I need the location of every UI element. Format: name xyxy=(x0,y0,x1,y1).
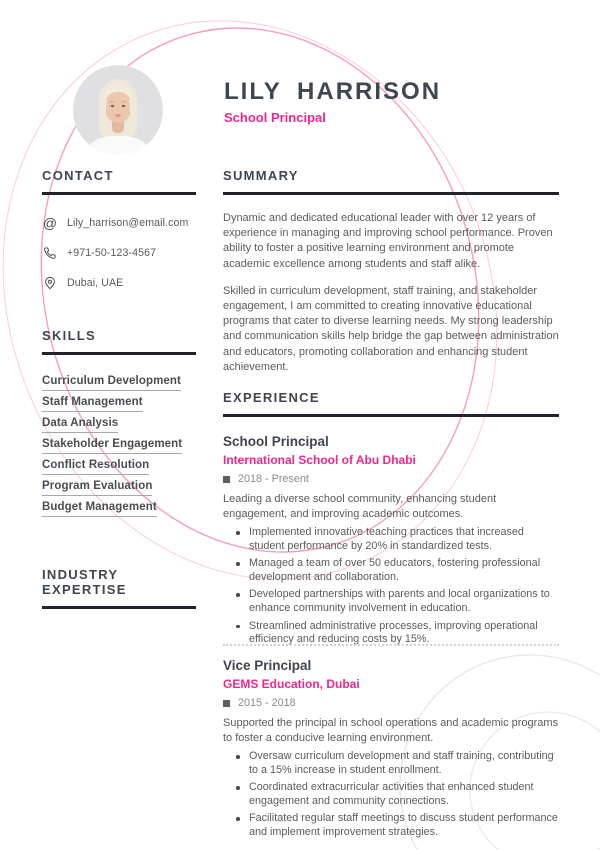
profile-photo xyxy=(73,65,163,155)
contact-item-location xyxy=(42,275,196,291)
skill-item: Conflict Resolution xyxy=(42,459,149,475)
contact-list xyxy=(42,215,196,291)
skill-item: Budget Management xyxy=(42,501,157,517)
heading-rule xyxy=(42,606,196,609)
summary-paragraph: Dynamic and dedicated educational leader with over 12 years of experience in managing and improving school performance. Proven ability to foster a positive learning environment and promote academic excellence among students and staff alike. xyxy=(223,212,553,270)
job-bullet: Coordinated extracurricular activities that enhanced student engagement and community connections. xyxy=(236,781,559,808)
job-bullet: Oversaw curriculum development and staff training, contributing to a 15% increase in student enrollment. xyxy=(236,750,559,777)
person-name: LILY HARRISON xyxy=(224,78,442,105)
summary-paragraph: Skilled in curriculum development, staff training, and stakeholder engagement, I am committed to creating innovative educational programs that cater to diverse learning needs. My strong leadership and communication skills help bridge the gap between administration and educators, promoting collaboration and enhancing student achievement. xyxy=(223,284,559,373)
job-description: Supported the principal in school operations and academic programs to foster a conducive learning environment. xyxy=(223,717,559,744)
skill-item: Staff Management xyxy=(42,396,143,412)
contact-item-phone xyxy=(42,245,196,261)
job-dates-text: 2015 - 2018 xyxy=(238,697,296,709)
job-bullet-list xyxy=(223,750,559,840)
job-block-vice-principal xyxy=(223,658,559,840)
industry-expertise-heading: INDUSTRY EXPERTISE xyxy=(42,567,127,597)
job-bullet: Implemented innovative teaching practices that increased student performance by 20% in standardized tests. xyxy=(236,526,559,553)
heading-rule xyxy=(42,192,196,195)
contact-heading: CONTACT xyxy=(42,168,114,183)
portrait-image xyxy=(73,65,163,155)
skills-section xyxy=(42,328,196,522)
skill-item: Stakeholder Engagement xyxy=(42,438,182,454)
summary-section xyxy=(223,168,559,375)
heading-rule xyxy=(42,352,196,355)
skills-heading: SKILLS xyxy=(42,328,97,343)
jobs-divider xyxy=(223,644,559,646)
skill-item: Curriculum Development xyxy=(42,375,181,391)
job-bullet: Streamlined administrative processes, improving operational efficiency and reducing costs by 15%. xyxy=(236,620,559,647)
heading-rule xyxy=(223,192,559,195)
pin-icon xyxy=(42,275,58,291)
skills-list xyxy=(42,375,196,517)
at-icon: @ xyxy=(42,215,58,231)
experience-heading: EXPERIENCE xyxy=(223,390,320,405)
job-company: GEMS Education, Dubai xyxy=(223,677,360,691)
email-text: Lily_harrison@email.com xyxy=(67,217,189,229)
contact-item-email xyxy=(42,215,196,231)
phone-text: +971-50-123-4567 xyxy=(67,247,157,259)
contact-section xyxy=(42,168,196,305)
person-title: School Principal xyxy=(224,110,326,125)
job-bullet-list xyxy=(223,526,559,647)
job-company: International School of Abu Dhabi xyxy=(223,453,416,467)
experience-section xyxy=(223,390,559,838)
job-dates xyxy=(223,697,559,709)
summary-heading: SUMMARY xyxy=(223,168,299,183)
job-title: Vice Principal xyxy=(223,658,312,673)
job-title: School Principal xyxy=(223,434,329,449)
job-block-school-principal xyxy=(223,434,559,647)
heading-rule xyxy=(223,414,559,417)
job-dates-text: 2018 - Present xyxy=(238,473,309,485)
skill-item: Program Evaluation xyxy=(42,480,152,496)
job-description: Leading a diverse school community, enhancing student engagement, and improving academic outcomes. xyxy=(223,493,497,520)
industry-expertise-section xyxy=(42,567,196,609)
location-text: Dubai, UAE xyxy=(67,277,124,289)
job-bullet: Facilitated regular staff meetings to discuss student performance and implement improvement strategies. xyxy=(236,812,559,839)
job-dates xyxy=(223,473,559,485)
job-bullet: Managed a team of over 50 educators, fostering professional development and collaboration. xyxy=(236,557,559,584)
phone-icon xyxy=(42,245,58,261)
calendar-icon xyxy=(223,476,230,483)
job-bullet: Developed partnerships with parents and local organizations to enhance community involvement in education. xyxy=(236,588,559,615)
calendar-icon xyxy=(223,700,230,707)
skill-item: Data Analysis xyxy=(42,417,118,433)
